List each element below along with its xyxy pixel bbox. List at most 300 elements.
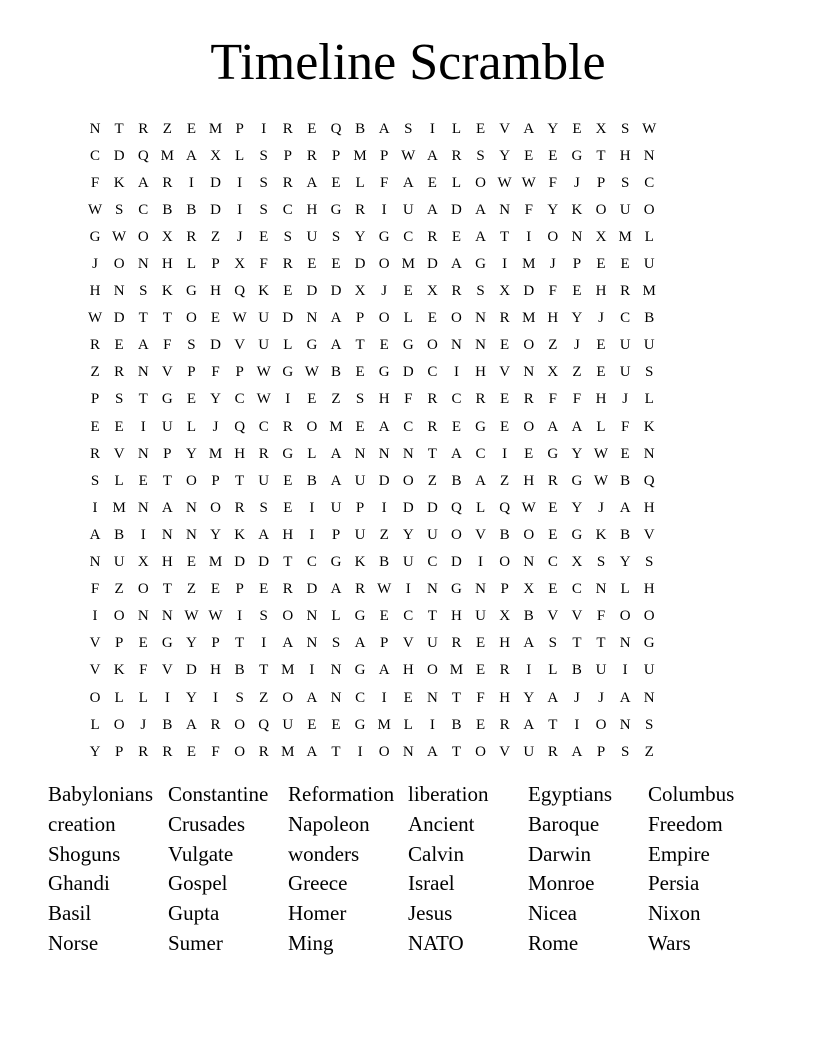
grid-letter: R	[306, 147, 317, 164]
grid-letter: I	[237, 174, 243, 191]
grid-letter: O	[451, 526, 462, 543]
grid-letter: S	[283, 228, 292, 245]
grid-letter: O	[499, 554, 511, 571]
grid-letter: P	[114, 743, 124, 760]
grid-letter: L	[331, 608, 341, 625]
grid-letter: T	[500, 228, 510, 245]
grid-letter: E	[210, 310, 221, 327]
grid-letter: N	[306, 608, 318, 625]
grid-letter: A	[330, 472, 342, 489]
grid-letter: T	[114, 120, 124, 137]
grid-letter: B	[451, 472, 462, 489]
grid-letter: N	[161, 608, 173, 625]
grid-letter: T	[259, 662, 269, 679]
grid-letter: O	[282, 608, 294, 625]
grid-letter: W	[87, 310, 103, 327]
grid-row	[83, 169, 733, 196]
grid-letter: E	[403, 283, 413, 300]
grid-letter: M	[208, 445, 223, 462]
grid-letter: R	[475, 391, 486, 408]
grid-letter: M	[377, 716, 391, 733]
grid-letter: R	[282, 418, 293, 435]
grid-letter: U	[619, 337, 631, 354]
grid-letter: T	[451, 743, 462, 760]
grid-letter: G	[378, 228, 390, 245]
grid-letter: Y	[523, 689, 535, 706]
grid-row	[83, 467, 733, 494]
grid-letter: S	[90, 472, 100, 489]
grid-letter: R	[499, 310, 510, 327]
grid-letter: A	[282, 635, 294, 652]
grid-letter: L	[186, 256, 196, 273]
grid-letter: I	[237, 201, 243, 218]
grid-letter: F	[572, 391, 582, 408]
grid-letter: S	[620, 120, 630, 137]
grid-letter: N	[499, 201, 511, 218]
grid-letter: T	[331, 743, 341, 760]
grid-letter: O	[547, 228, 559, 245]
grid-letter: A	[378, 662, 390, 679]
word-bank-item: creation	[48, 811, 116, 836]
grid-letter: A	[547, 689, 559, 706]
grid-letter: Y	[571, 310, 583, 327]
grid-letter: B	[234, 662, 245, 679]
grid-letter: Q	[258, 716, 270, 733]
grid-letter: R	[138, 120, 149, 137]
grid-letter: Q	[499, 499, 511, 516]
grid-letter: H	[161, 554, 173, 571]
grid-letter: E	[548, 526, 558, 543]
grid-letter: C	[403, 608, 414, 625]
grid-letter: Z	[379, 526, 389, 543]
grid-letter: S	[476, 283, 485, 300]
grid-letter: Z	[210, 228, 221, 245]
grid-letter: O	[451, 310, 462, 327]
grid-letter: E	[379, 337, 389, 354]
grid-letter: A	[475, 228, 486, 245]
grid-letter: P	[211, 472, 220, 489]
grid-letter: P	[235, 581, 244, 598]
grid-letter: L	[451, 120, 462, 137]
grid-letter: H	[89, 283, 101, 300]
grid-letter: S	[259, 174, 268, 191]
grid-letter: L	[186, 418, 196, 435]
word-bank-item: Ancient	[408, 811, 475, 836]
grid-letter: S	[548, 635, 557, 652]
grid-letter: N	[619, 635, 631, 652]
grid-row	[83, 711, 733, 738]
grid-letter: U	[523, 743, 535, 760]
grid-letter: D	[210, 174, 221, 191]
grid-letter: C	[547, 554, 558, 571]
grid-letter: I	[188, 174, 194, 191]
grid-letter: O	[523, 526, 535, 543]
grid-letter: R	[282, 256, 293, 273]
grid-letter: D	[402, 364, 414, 381]
grid-letter: L	[114, 689, 124, 706]
grid-letter: B	[186, 201, 197, 218]
grid-letter: D	[523, 283, 535, 300]
grid-letter: P	[235, 120, 244, 137]
grid-letter: E	[283, 283, 293, 300]
grid-letter: J	[622, 391, 629, 408]
letter-grid	[83, 115, 733, 765]
word-bank-item: Rome	[528, 930, 579, 955]
grid-letter: L	[475, 499, 486, 516]
grid-letter: N	[402, 743, 414, 760]
grid-letter: N	[426, 581, 438, 598]
grid-letter: Y	[402, 526, 414, 543]
grid-letter: H	[475, 364, 486, 381]
grid-letter: U	[282, 716, 294, 733]
grid-letter: Z	[427, 472, 437, 489]
grid-letter: D	[113, 147, 125, 164]
grid-letter: Y	[354, 228, 366, 245]
grid-letter: C	[355, 689, 366, 706]
grid-letter: H	[161, 256, 173, 273]
grid-letter: F	[90, 174, 100, 191]
grid-letter: R	[499, 716, 510, 733]
grid-letter: E	[548, 581, 558, 598]
grid-row	[83, 413, 733, 440]
grid-letter: M	[208, 554, 223, 571]
grid-letter: I	[164, 689, 170, 706]
grid-letter: N	[137, 256, 149, 273]
grid-letter: I	[285, 391, 291, 408]
grid-letter: Y	[571, 499, 583, 516]
grid-letter: P	[355, 499, 365, 516]
grid-letter: E	[596, 337, 606, 354]
word-bank-item: Gospel	[168, 871, 228, 896]
word-bank-item: Babylonians	[48, 782, 153, 806]
grid-letter: J	[574, 174, 580, 191]
grid-letter: N	[161, 526, 173, 543]
grid-letter: P	[572, 256, 582, 273]
grid-letter: D	[210, 201, 221, 218]
grid-letter: X	[523, 581, 535, 598]
grid-letter: I	[237, 608, 243, 625]
grid-letter: E	[500, 337, 510, 354]
grid-letter: C	[620, 310, 631, 327]
grid-letter: A	[571, 743, 583, 760]
grid-letter: I	[309, 499, 315, 516]
grid-letter: N	[89, 554, 101, 571]
grid-letter: F	[404, 391, 413, 408]
grid-letter: U	[619, 364, 631, 381]
grid-letter: S	[139, 283, 148, 300]
word-bank-item: Empire	[648, 841, 710, 866]
grid-letter: I	[140, 526, 146, 543]
grid-letter: A	[161, 499, 173, 516]
grid-letter: J	[212, 418, 219, 435]
grid-letter: L	[644, 228, 654, 245]
grid-letter: Y	[186, 445, 197, 462]
grid-letter: U	[113, 554, 125, 571]
grid-letter: I	[574, 716, 580, 733]
grid-letter: C	[306, 554, 317, 571]
grid-letter: V	[643, 526, 655, 543]
grid-letter: C	[403, 418, 414, 435]
grid-letter: W	[208, 608, 223, 625]
grid-letter: E	[331, 256, 341, 273]
grid-letter: G	[402, 337, 414, 354]
grid-letter: Y	[186, 689, 197, 706]
word-bank-item: Nixon	[648, 901, 701, 926]
grid-letter: B	[620, 526, 631, 543]
grid-letter: N	[475, 310, 486, 327]
grid-letter: U	[258, 310, 270, 327]
grid-letter: Q	[234, 283, 246, 300]
grid-letter: Q	[643, 472, 655, 489]
grid-letter: R	[258, 743, 269, 760]
grid-letter: C	[90, 147, 101, 164]
grid-letter: H	[619, 147, 631, 164]
grid-letter: X	[595, 228, 607, 245]
grid-letter: W	[521, 174, 536, 191]
grid-letter: S	[259, 499, 268, 516]
grid-letter: O	[643, 608, 655, 625]
grid-row	[83, 738, 733, 765]
grid-letter: U	[306, 228, 318, 245]
grid-letter: M	[112, 499, 126, 516]
grid-letter: D	[354, 256, 366, 273]
grid-row	[83, 440, 733, 467]
word-bank-item: Egyptians	[528, 782, 612, 806]
grid-row	[83, 250, 733, 277]
grid-letter: G	[643, 635, 655, 652]
word-bank-item: Sumer	[168, 930, 223, 955]
grid-letter: G	[186, 283, 197, 300]
grid-letter: F	[524, 201, 533, 218]
grid-letter: O	[306, 418, 318, 435]
grid-letter: E	[403, 689, 413, 706]
grid-letter: C	[403, 228, 414, 245]
grid-row	[83, 494, 733, 521]
grid-letter: S	[259, 147, 268, 164]
grid-letter: G	[330, 201, 342, 218]
grid-letter: U	[619, 201, 631, 218]
grid-letter: B	[451, 716, 462, 733]
grid-letter: L	[644, 391, 654, 408]
word-bank-item: NATO	[408, 930, 464, 955]
grid-letter: V	[499, 364, 511, 381]
grid-letter: A	[186, 147, 197, 164]
grid-letter: I	[309, 662, 315, 679]
grid-letter: O	[378, 310, 390, 327]
grid-letter: G	[475, 418, 486, 435]
grid-letter: Y	[619, 554, 631, 571]
grid-letter: F	[211, 364, 220, 381]
grid-letter: I	[405, 581, 411, 598]
grid-letter: P	[283, 147, 292, 164]
grid-letter: Z	[500, 472, 510, 489]
word-bank-item: Crusades	[168, 811, 245, 836]
grid-letter: Y	[499, 147, 511, 164]
grid-letter: D	[234, 554, 246, 571]
grid-letter: H	[595, 283, 607, 300]
grid-letter: E	[307, 391, 317, 408]
grid-letter: C	[258, 418, 269, 435]
grid-letter: P	[187, 364, 196, 381]
grid-letter: O	[523, 337, 535, 354]
grid-letter: S	[620, 743, 630, 760]
grid-letter: W	[87, 201, 103, 218]
grid-letter: H	[234, 445, 246, 462]
grid-letter: I	[381, 689, 387, 706]
grid-letter: G	[330, 554, 342, 571]
grid-letter: J	[598, 499, 604, 516]
grid-letter: I	[381, 499, 387, 516]
grid-letter: M	[401, 256, 415, 273]
grid-letter: N	[571, 228, 583, 245]
grid-letter: P	[596, 743, 606, 760]
grid-letter: B	[571, 662, 582, 679]
grid-letter: D	[306, 283, 318, 300]
grid-letter: A	[186, 716, 197, 733]
grid-letter: N	[137, 608, 149, 625]
grid-letter: O	[402, 472, 414, 489]
grid-letter: U	[258, 472, 270, 489]
grid-letter: Y	[547, 201, 559, 218]
grid-letter: E	[572, 120, 582, 137]
grid-letter: X	[547, 364, 559, 381]
grid-letter: G	[451, 581, 462, 598]
grid-letter: A	[330, 337, 342, 354]
grid-letter: I	[502, 256, 508, 273]
grid-letter: B	[499, 526, 510, 543]
grid-letter: T	[451, 689, 462, 706]
grid-letter: U	[258, 337, 270, 354]
grid-letter: Z	[90, 364, 100, 381]
grid-letter: J	[574, 337, 580, 354]
grid-letter: O	[426, 662, 438, 679]
grid-letter: A	[137, 337, 149, 354]
grid-letter: P	[596, 174, 606, 191]
grid-letter: N	[186, 526, 197, 543]
grid-letter: T	[138, 391, 148, 408]
grid-letter: N	[475, 581, 486, 598]
grid-letter: H	[595, 391, 607, 408]
grid-letter: W	[304, 364, 319, 381]
grid-letter: O	[619, 608, 631, 625]
grid-letter: R	[451, 635, 462, 652]
grid-letter: E	[475, 120, 486, 137]
grid-letter: N	[306, 310, 318, 327]
grid-letter: L	[451, 174, 462, 191]
grid-letter: E	[186, 554, 196, 571]
grid-letter: H	[306, 201, 318, 218]
grid-letter: O	[234, 743, 246, 760]
grid-letter: R	[427, 391, 438, 408]
grid-letter: K	[354, 554, 366, 571]
grid-letter: A	[451, 256, 462, 273]
grid-letter: W	[593, 472, 609, 489]
grid-letter: O	[137, 228, 149, 245]
grid-letter: W	[497, 174, 512, 191]
word-bank-item: Jesus	[408, 901, 453, 926]
word-bank-item: Ming	[288, 930, 334, 955]
grid-letter: B	[306, 472, 317, 489]
grid-letter: E	[596, 256, 606, 273]
grid-letter: W	[232, 310, 247, 327]
grid-letter: C	[138, 201, 149, 218]
grid-letter: A	[571, 418, 583, 435]
grid-letter: M	[522, 256, 536, 273]
grid-letter: E	[620, 256, 630, 273]
grid-letter: K	[113, 662, 125, 679]
grid-letter: Q	[137, 147, 149, 164]
grid-letter: Z	[114, 581, 124, 598]
grid-letter: M	[160, 147, 174, 164]
grid-letter: H	[499, 635, 511, 652]
grid-letter: X	[571, 554, 583, 571]
grid-letter: R	[355, 201, 366, 218]
grid-letter: Q	[451, 499, 462, 516]
grid-letter: I	[478, 554, 484, 571]
word-bank-item: Darwin	[528, 841, 591, 866]
grid-letter: F	[163, 337, 172, 354]
grid-letter: S	[645, 716, 654, 733]
grid-letter: S	[187, 337, 196, 354]
grid-letter: D	[113, 310, 125, 327]
grid-letter: C	[234, 391, 245, 408]
grid-letter: X	[499, 283, 511, 300]
grid-letter: W	[593, 445, 609, 462]
grid-letter: P	[211, 256, 220, 273]
grid-letter: G	[282, 364, 294, 381]
grid-letter: D	[378, 472, 390, 489]
grid-letter: W	[377, 581, 392, 598]
grid-letter: R	[282, 174, 293, 191]
grid-letter: E	[500, 418, 510, 435]
grid-letter: H	[643, 581, 655, 598]
grid-letter: O	[378, 256, 390, 273]
grid-letter: T	[427, 445, 437, 462]
grid-letter: E	[475, 662, 486, 679]
grid-letter: V	[547, 608, 559, 625]
grid-letter: T	[162, 310, 172, 327]
grid-letter: I	[261, 120, 267, 137]
grid-letter: R	[162, 743, 173, 760]
grid-letter: L	[355, 174, 365, 191]
grid-row	[83, 332, 733, 359]
grid-letter: V	[113, 445, 125, 462]
grid-letter: E	[138, 635, 148, 652]
grid-letter: A	[378, 120, 390, 137]
grid-letter: D	[330, 283, 342, 300]
grid-letter: R	[620, 283, 631, 300]
grid-letter: S	[114, 391, 124, 408]
grid-letter: U	[354, 526, 366, 543]
grid-letter: B	[162, 201, 173, 218]
grid-letter: E	[307, 120, 317, 137]
grid-letter: T	[162, 472, 172, 489]
grid-letter: R	[114, 364, 125, 381]
grid-letter: H	[378, 391, 390, 408]
grid-letter: S	[620, 174, 630, 191]
grid-letter: E	[259, 228, 269, 245]
grid-letter: S	[645, 554, 654, 571]
grid-letter: O	[523, 418, 535, 435]
grid-letter: R	[427, 228, 438, 245]
grid-letter: A	[354, 635, 366, 652]
grid-letter: F	[620, 418, 630, 435]
grid-letter: V	[475, 526, 486, 543]
grid-letter: Z	[331, 391, 341, 408]
grid-letter: G	[354, 716, 366, 733]
word-bank-item: Calvin	[408, 841, 464, 866]
grid-letter: H	[282, 526, 294, 543]
